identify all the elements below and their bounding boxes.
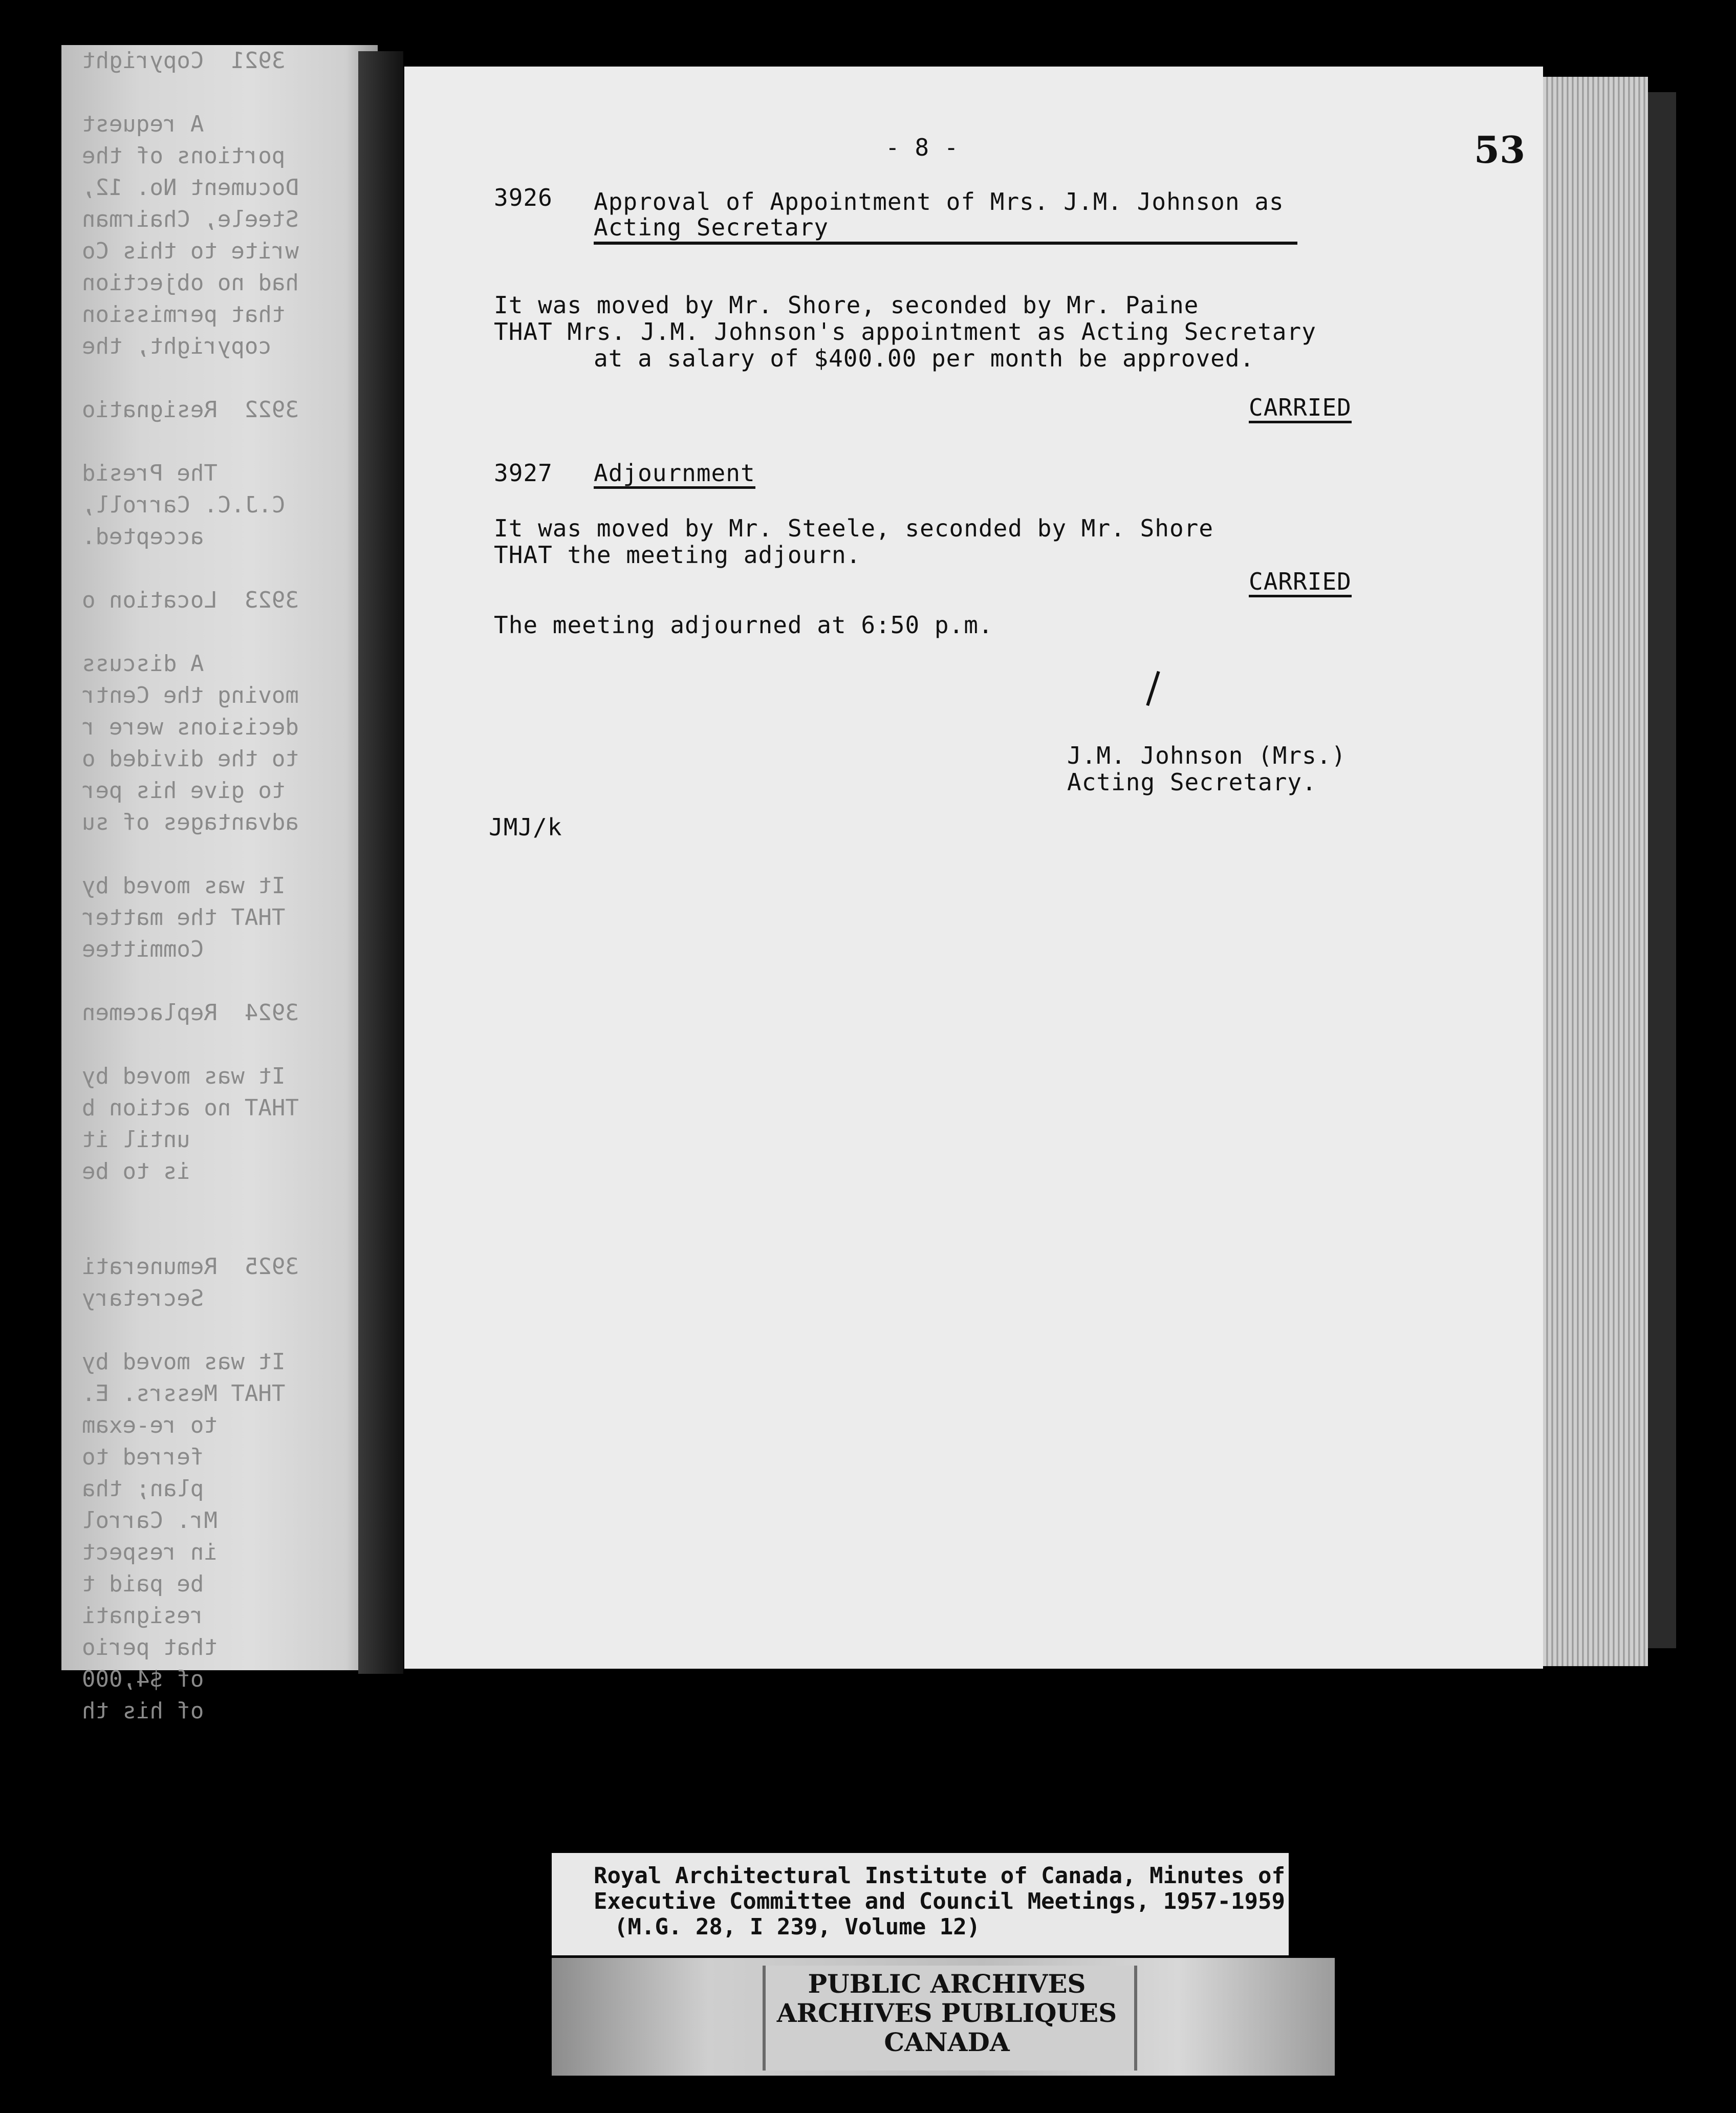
bleed-through-line: C.J.C. Carroll, <box>82 492 326 518</box>
bleed-through-line: A request <box>82 111 245 137</box>
bleed-through-line: THAT the matter <box>82 904 326 931</box>
bleed-through-line: Steele, Chairman <box>82 206 340 232</box>
bleed-through-line: The Presid <box>82 460 258 486</box>
item-title-line: Approval of Appointment of Mrs. J.M. Johnson as <box>594 188 1284 215</box>
reference-line: Royal Architectural Institute of Canada, Minutes of <box>594 1863 1286 1889</box>
bleed-through-line <box>61 1314 378 1346</box>
motion-result: CARRIED <box>1249 394 1352 423</box>
typist-initials: JMJ/k <box>489 813 562 841</box>
bleed-through-line: is to be <box>82 1158 258 1184</box>
bleed-through-line: THAT no action b <box>82 1095 340 1121</box>
motion-line: THAT the meeting adjourn. <box>494 541 861 569</box>
bleed-through-line: 3923 Location o <box>82 587 299 613</box>
bleed-through-line: of his th <box>82 1698 272 1724</box>
bleed-through-line <box>61 1219 378 1251</box>
title-underline <box>594 242 1297 245</box>
bleed-through-line <box>61 1029 378 1061</box>
bleed-through-line: that perio <box>82 1634 286 1661</box>
stamp-line: PUBLIC ARCHIVES <box>808 1969 1086 1999</box>
bleed-through-line: that permission <box>82 301 326 328</box>
bleed-through-line: copyright, the <box>82 333 313 359</box>
closing-statement: The meeting adjourned at 6:50 p.m. <box>494 611 993 639</box>
bleed-through-line: A discuss <box>82 651 245 677</box>
bleed-through-line: in respect <box>82 1539 286 1565</box>
bleed-through-line: had no objection <box>82 270 340 296</box>
folio-number: 53 <box>1474 128 1526 171</box>
bleed-through-line <box>61 77 378 109</box>
item-number: 3927 <box>494 459 553 487</box>
bleed-through-line: to give his per <box>82 778 326 804</box>
bleed-through-line <box>61 1188 378 1219</box>
item-number: 3926 <box>494 184 553 211</box>
bleed-through-line: 3924 Replacemen <box>82 1000 299 1026</box>
bleed-through-line: be paid t <box>82 1571 272 1597</box>
bleed-through-line <box>61 616 378 648</box>
stamp-line: ARCHIVES PUBLIQUES <box>776 1998 1117 2028</box>
book-gutter <box>358 51 403 1674</box>
bleed-through-line: 3922 Resignatio <box>82 397 299 423</box>
bleed-through-line <box>61 362 378 394</box>
bleed-through-line: THAT Messrs. E. <box>82 1381 326 1407</box>
bleed-through-line: 3925 Remunerati <box>82 1254 299 1280</box>
bleed-through-line: Committee <box>82 936 245 962</box>
bleed-through-line: It was moved by <box>82 873 326 899</box>
bleed-through-line: Secretary <box>82 1285 286 1311</box>
item-title: Adjournment <box>594 460 755 489</box>
bleed-through-line: plan; tha <box>82 1476 272 1502</box>
signatory-title: Acting Secretary. <box>1067 768 1317 796</box>
bleed-through-line: ferred to <box>82 1444 272 1470</box>
bleed-through-line <box>61 426 378 458</box>
bleed-through-line: to re-exam <box>82 1412 286 1438</box>
reference-line: Executive Committee and Council Meetings, 1957-1959 <box>594 1888 1286 1914</box>
motion-line: THAT Mrs. J.M. Johnson's appointment as Acting Secretary <box>494 318 1316 346</box>
left-facing-page <box>61 45 378 1724</box>
bleed-through-line: decisions were r <box>82 714 340 740</box>
bleed-through-line: of $4,000 <box>82 1666 272 1692</box>
motion-line: at a salary of $400.00 per month be approved. <box>594 344 1255 372</box>
signatory-name: J.M. Johnson (Mrs.) <box>1067 742 1347 769</box>
bleed-through-line: It was moved by <box>82 1349 326 1375</box>
bleed-through-line <box>61 965 378 997</box>
bleed-through-line: Document No. 12, <box>82 175 340 201</box>
reference-line: (M.G. 28, I 239, Volume 12) <box>614 1914 981 1940</box>
bleed-through-line: write to this Co <box>82 238 340 264</box>
bleed-through-line: resignati <box>82 1603 272 1629</box>
motion-line: It was moved by Mr. Shore, seconded by Mr. Paine <box>494 291 1199 319</box>
bleed-through-line: moving the Centr <box>82 682 340 708</box>
reference-label-text <box>594 1863 1285 1940</box>
bleed-through-line: until it <box>82 1127 258 1153</box>
page-edges <box>1543 77 1648 1666</box>
bleed-through-text <box>61 45 378 1724</box>
motion-result: CARRIED <box>1249 568 1352 597</box>
bleed-through-line: advantages of su <box>82 809 340 835</box>
bleed-through-line: 3921 Copyright <box>82 48 286 74</box>
bleed-through-line: It was moved by <box>82 1063 326 1089</box>
motion-line: It was moved by Mr. Steele, seconded by Mr. Shore <box>494 514 1214 542</box>
bleed-through-line: Mr. Carrol <box>82 1507 286 1534</box>
bleed-through-line: portions of the <box>82 143 326 169</box>
stamp-line: CANADA <box>884 2027 1010 2057</box>
bleed-through-line: to the divided o <box>82 746 340 772</box>
bleed-through-line: accepted. <box>82 524 245 550</box>
bleed-through-line <box>61 553 378 585</box>
item-title-line: Acting Secretary <box>594 213 829 241</box>
book-edge-shadow <box>1648 92 1676 1648</box>
page-number: - 8 - <box>885 134 959 161</box>
bleed-through-line <box>61 838 378 870</box>
